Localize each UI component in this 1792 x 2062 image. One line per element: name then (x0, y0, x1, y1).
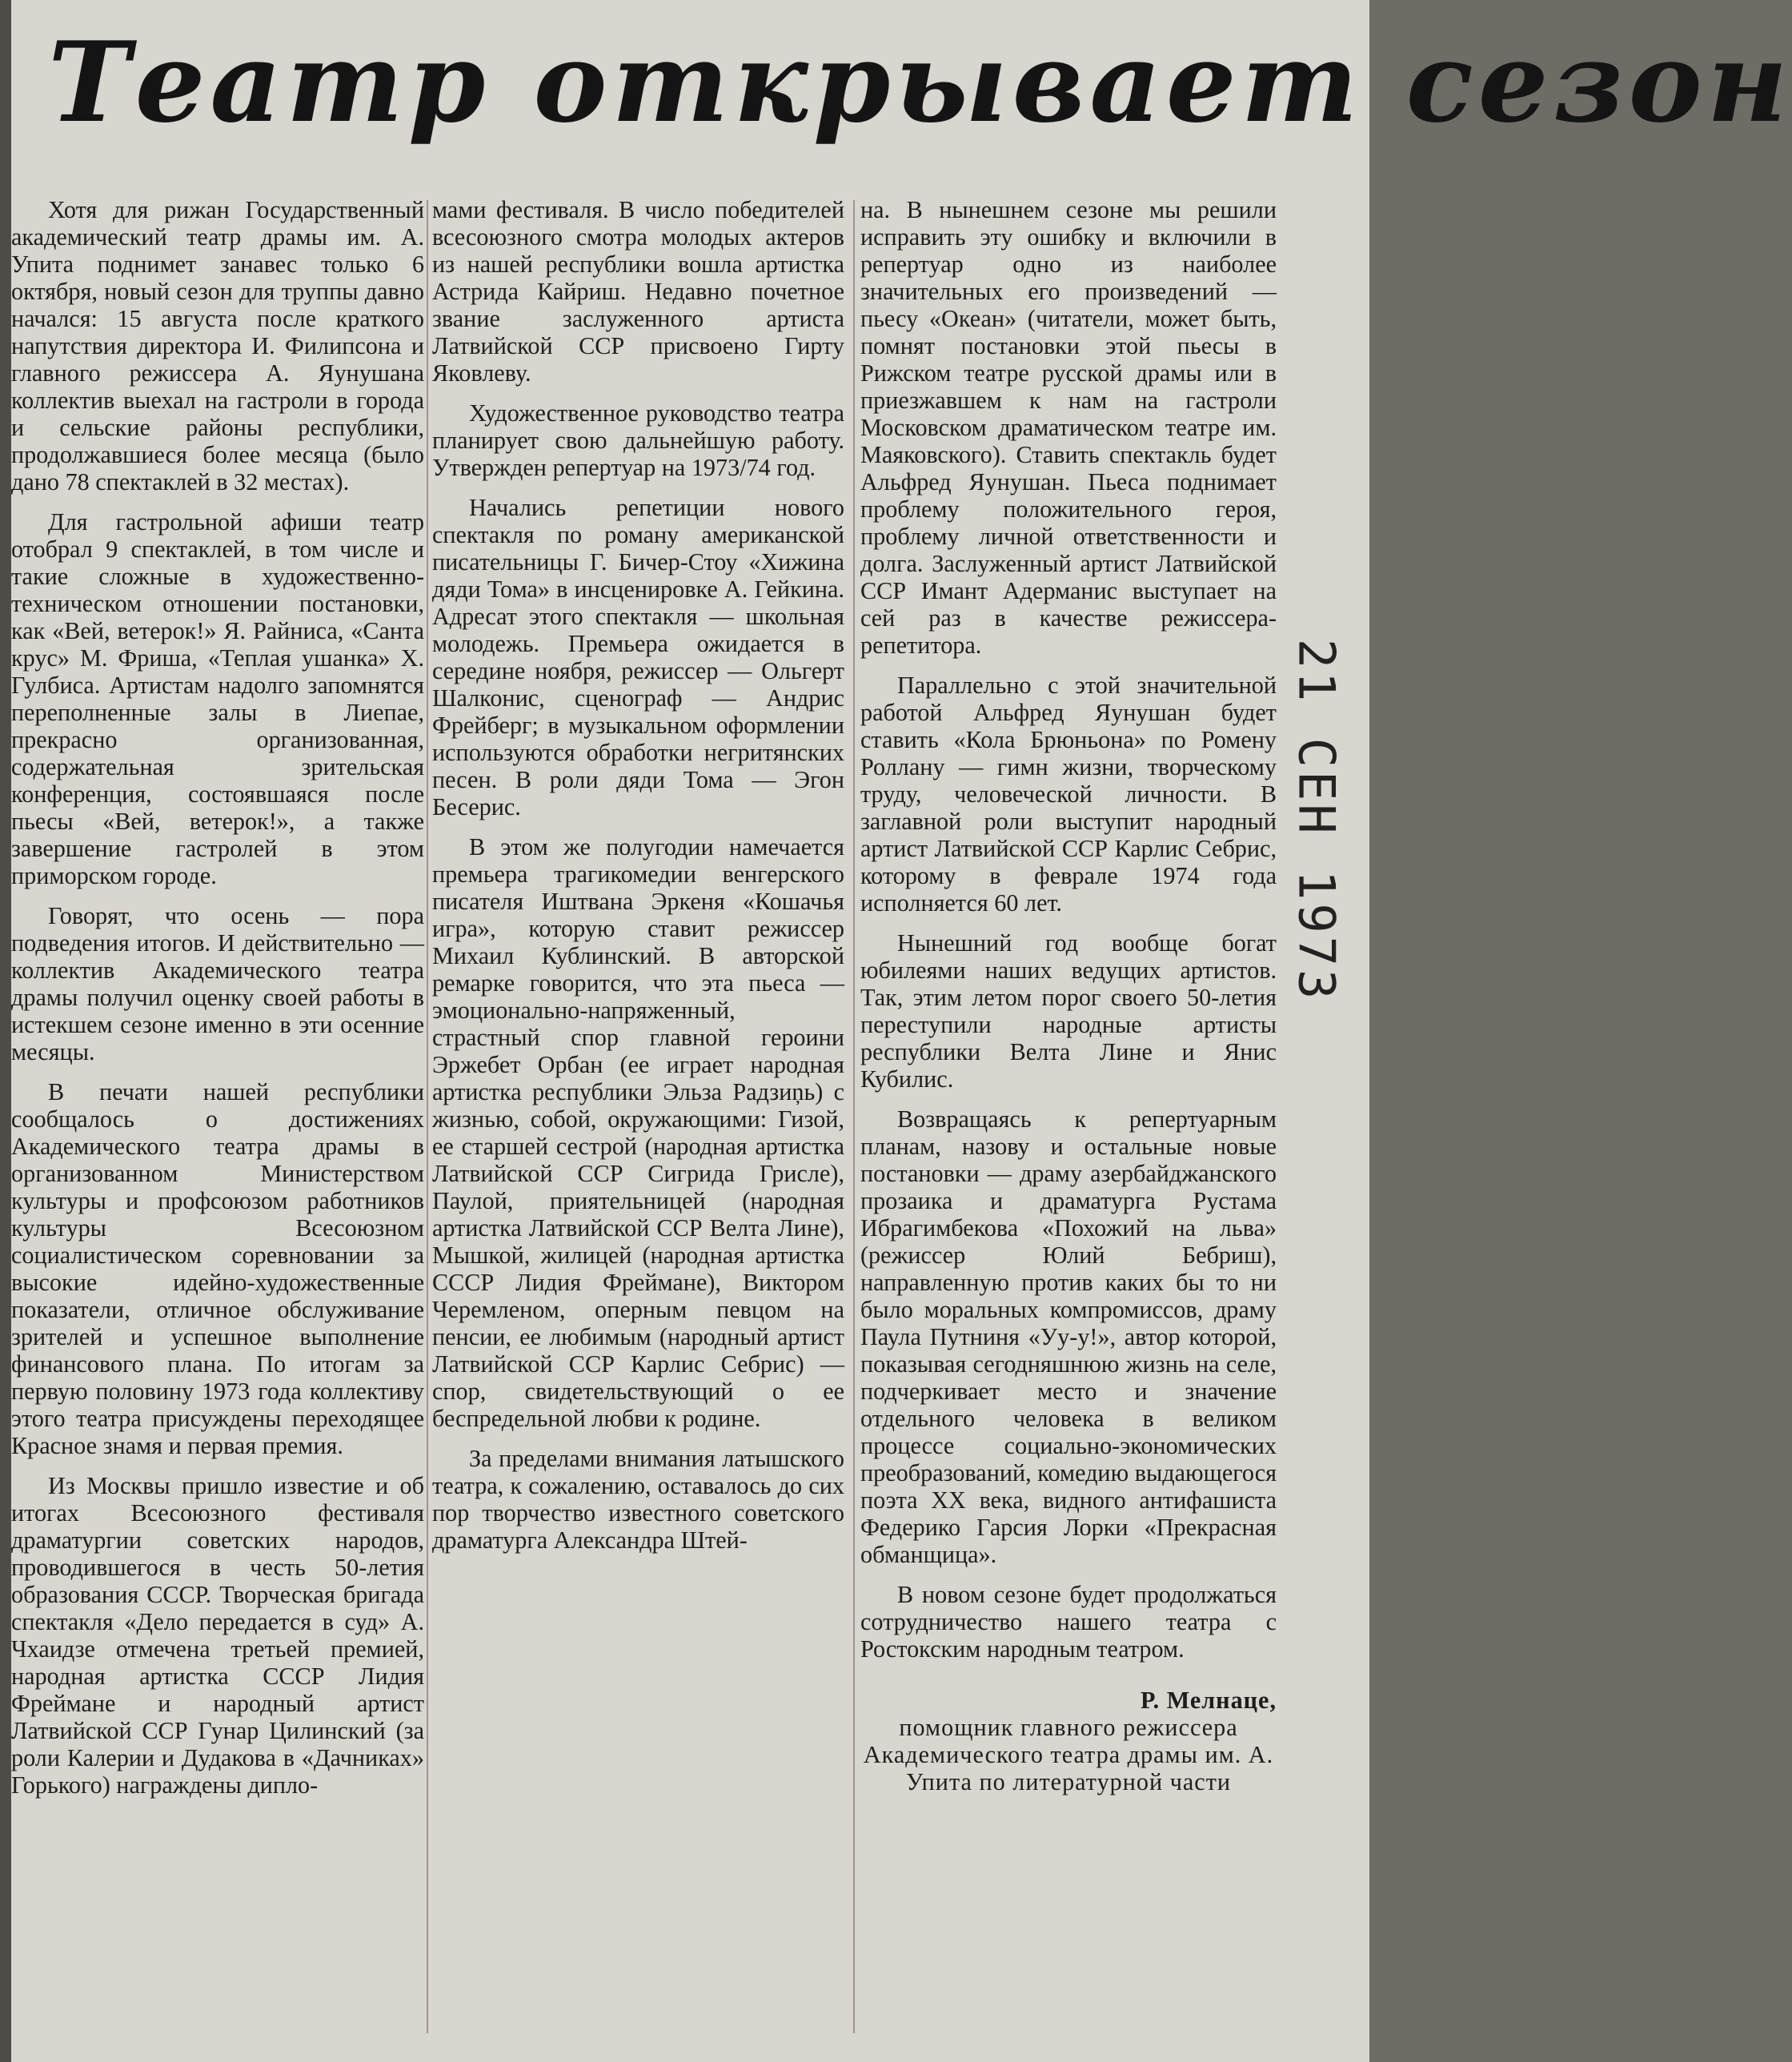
paragraph: Для гастрольной афиши театр отобрал 9 спектаклей, в том числе и такие сложные в художественно-техническом отношении постановки, как «Вей, ветерок!» Я. Райниса, «Санта крус» М. Фриша, «Теплая ушанка» Х. Гулбиса. Артистам надолго запомнятся переполненные залы в Лиепае, прекрасно организованная, содержательная зрительская конференция, состоявшаяся после пьесы «Вей, ветерок!», а также завершение гастролей в этом приморском городе. (11, 508, 424, 889)
author-role: помощник главного режиссера Академического театра драмы им. А. Упита по литературной части (863, 1714, 1274, 1795)
paragraph: В новом сезоне будет продолжаться сотрудничество нашего театра с Ростокским народным театром. (860, 1581, 1277, 1663)
column-divider (853, 200, 855, 2033)
article-headline: Театр открывает сезон (48, 17, 1792, 147)
paragraph: Возвращаясь к репертуарным планам, назову и остальные новые постановки — драму азербайджанского прозаика и драматурга Рустама Ибрагимбекова «Похожий на льва» (режиссер Юлий Бебриш), направленную против каких бы то ни было моральных компромиссов, драму Паула Путниня «Уу-у!», автор которой, показывая сегодняшнюю жизнь на селе, подчеркивает место и значение отдельного человека в великом процессе социально-экономических преобразований, комедию выдающегося поэта XX века, видного антифашиста Федерико Гарсия Лорки «Прекрасная обманщица». (860, 1105, 1277, 1568)
author-name: Р. Мелнаце, (1140, 1687, 1277, 1714)
paragraph: Начались репетиции нового спектакля по роману американской писательницы Г. Бичер-Стоу «Хижина дяди Тома» в инсценировке А. Гейкина. Адресат этого спектакля — школьная молодежь. Премьера ожидается в середине ноября, режиссер — Ольгерт Шалконис, сценограф — Андрис Фрейберг; в музыкальном оформлении используются обработки негритянских песен. В роли дяди Тома — Эгон Бесерис. (432, 494, 844, 820)
paragraph: Из Москвы пришло известие и об итогах Всесоюзного фестиваля драматургии советских народов, проводившегося в честь 50-летия образования СССР. Творческая бригада спектакля «Дело передается в суд» А. Чхаидзе отмечена третьей премией, народная артистка СССР Лидия Фреймане и народный артист Латвийской ССР Гунар Цилинский (за роли Калерии и Дудакова в «Дачниках» Горького) награждены дипло- (11, 1472, 424, 1799)
article-column-1 (11, 196, 424, 2049)
column-divider (427, 200, 428, 2033)
article-column-3 (860, 196, 1277, 2049)
signature-block (860, 1687, 1277, 1795)
torn-edge (0, 0, 11, 2062)
paragraph: За пределами внимания латышского театра, к сожалению, оставалось до сих пор творчество известного советского драматурга Александра Штей- (432, 1445, 844, 1554)
paragraph: Параллельно с этой значительной работой Альфред Яунушан будет ставить «Кола Брюньона» по Ромену Роллану — гимн жизни, творческому труду, человеческой личности. В заглавной роли выступит народный артист Латвийской ССР Карлис Себрис, которому в феврале 1974 года исполняется 60 лет. (860, 672, 1277, 917)
paragraph: мами фестиваля. В число победителей всесоюзного смотра молодых актеров из нашей республики вошла артистка Астрида Кайриш. Недавно почетное звание заслуженного артиста Латвийской ССР присвоено Гирту Яковлеву. (432, 196, 844, 387)
paragraph: Хотя для рижан Государственный академический театр драмы им. А. Упита поднимет занавес только 6 октября, новый сезон для труппы давно начался: 15 августа после краткого напутствия директора И. Филипсона и главного режиссера А. Яунушана коллектив выехал на гастроли в города и сельские районы республики, продолжавшиеся более месяца (было дано 78 спектаклей в 32 местах). (11, 196, 424, 495)
article-column-2 (432, 196, 844, 2049)
paragraph: Говорят, что осень — пора подведения итогов. И действительно — коллектив Академического театра драмы получил оценку своей работы в истекшем сезоне именно в эти осенние месяцы. (11, 902, 424, 1065)
paragraph: Художественное руководство театра планирует свою дальнейшую работу. Утвержден репертуар на 1973/74 год. (432, 399, 844, 481)
date-stamp: 21 СЕН 1973 (1287, 638, 1346, 1003)
paragraph: В этом же полугодии намечается премьера трагикомедии венгерского писателя Иштвана Эркеня «Кошачья игра», которую ставит режиссер Михаил Кублинский. В авторской ремарке говорится, что эта пьеса — эмоционально-напряженный, страстный спор главной героини Эржебет Орбан (ее играет народная артистка республики Эльза Радзиņь) с жизнью, собой, окружающими: Гизой, ее старшей сестрой (народная артистка Латвийской ССР Сигрида Грисле), Паулой, приятельницей (народная артистка Латвийской ССР Велта Лине), Мышкой, жилицей (народная артистка СССР Лидия Фреймане), Виктором Черемленом, оперным певцом на пенсии, ее любимым (народный артист Латвийской ССР Карлис Себрис) — спор, свидетельствующий о ее беспредельной любви к родине. (432, 833, 844, 1432)
paragraph: на. В нынешнем сезоне мы решили исправить эту ошибку и включили в репертуар одно из наиболее значительных его произведений — пьесу «Океан» (читатели, может быть, помнят постановки этой пьесы в Рижском театре русской драмы или в приезжавшем к нам на гастроли Московском драматическом театре им. Маяковского). Ставить спектакль будет Альфред Яунушан. Пьеса поднимает проблему положительного героя, проблему личной ответственности и долга. Заслуженный артист Латвийской ССР Имант Адерманис выступает на сей раз в качестве режиссера-репетитора. (860, 196, 1277, 659)
paragraph: В печати нашей республики сообщалось о достижениях Академического театра драмы в организованном Министерством культуры и профсоюзом работников культуры Всесоюзном социалистическом соревновании за высокие идейно-художественные показатели, отличное обслуживание зрителей и успешное выполнение финансового плана. По итогам за первую половину 1973 года коллективу этого театра присуждены переходящее Красное знамя и первая премия. (11, 1078, 424, 1459)
paragraph: Нынешний год вообще богат юбилеями наших ведущих артистов. Так, этим летом порог своего 50-летия переступили народные артисты республики Велта Лине и Янис Кубилис. (860, 929, 1277, 1093)
